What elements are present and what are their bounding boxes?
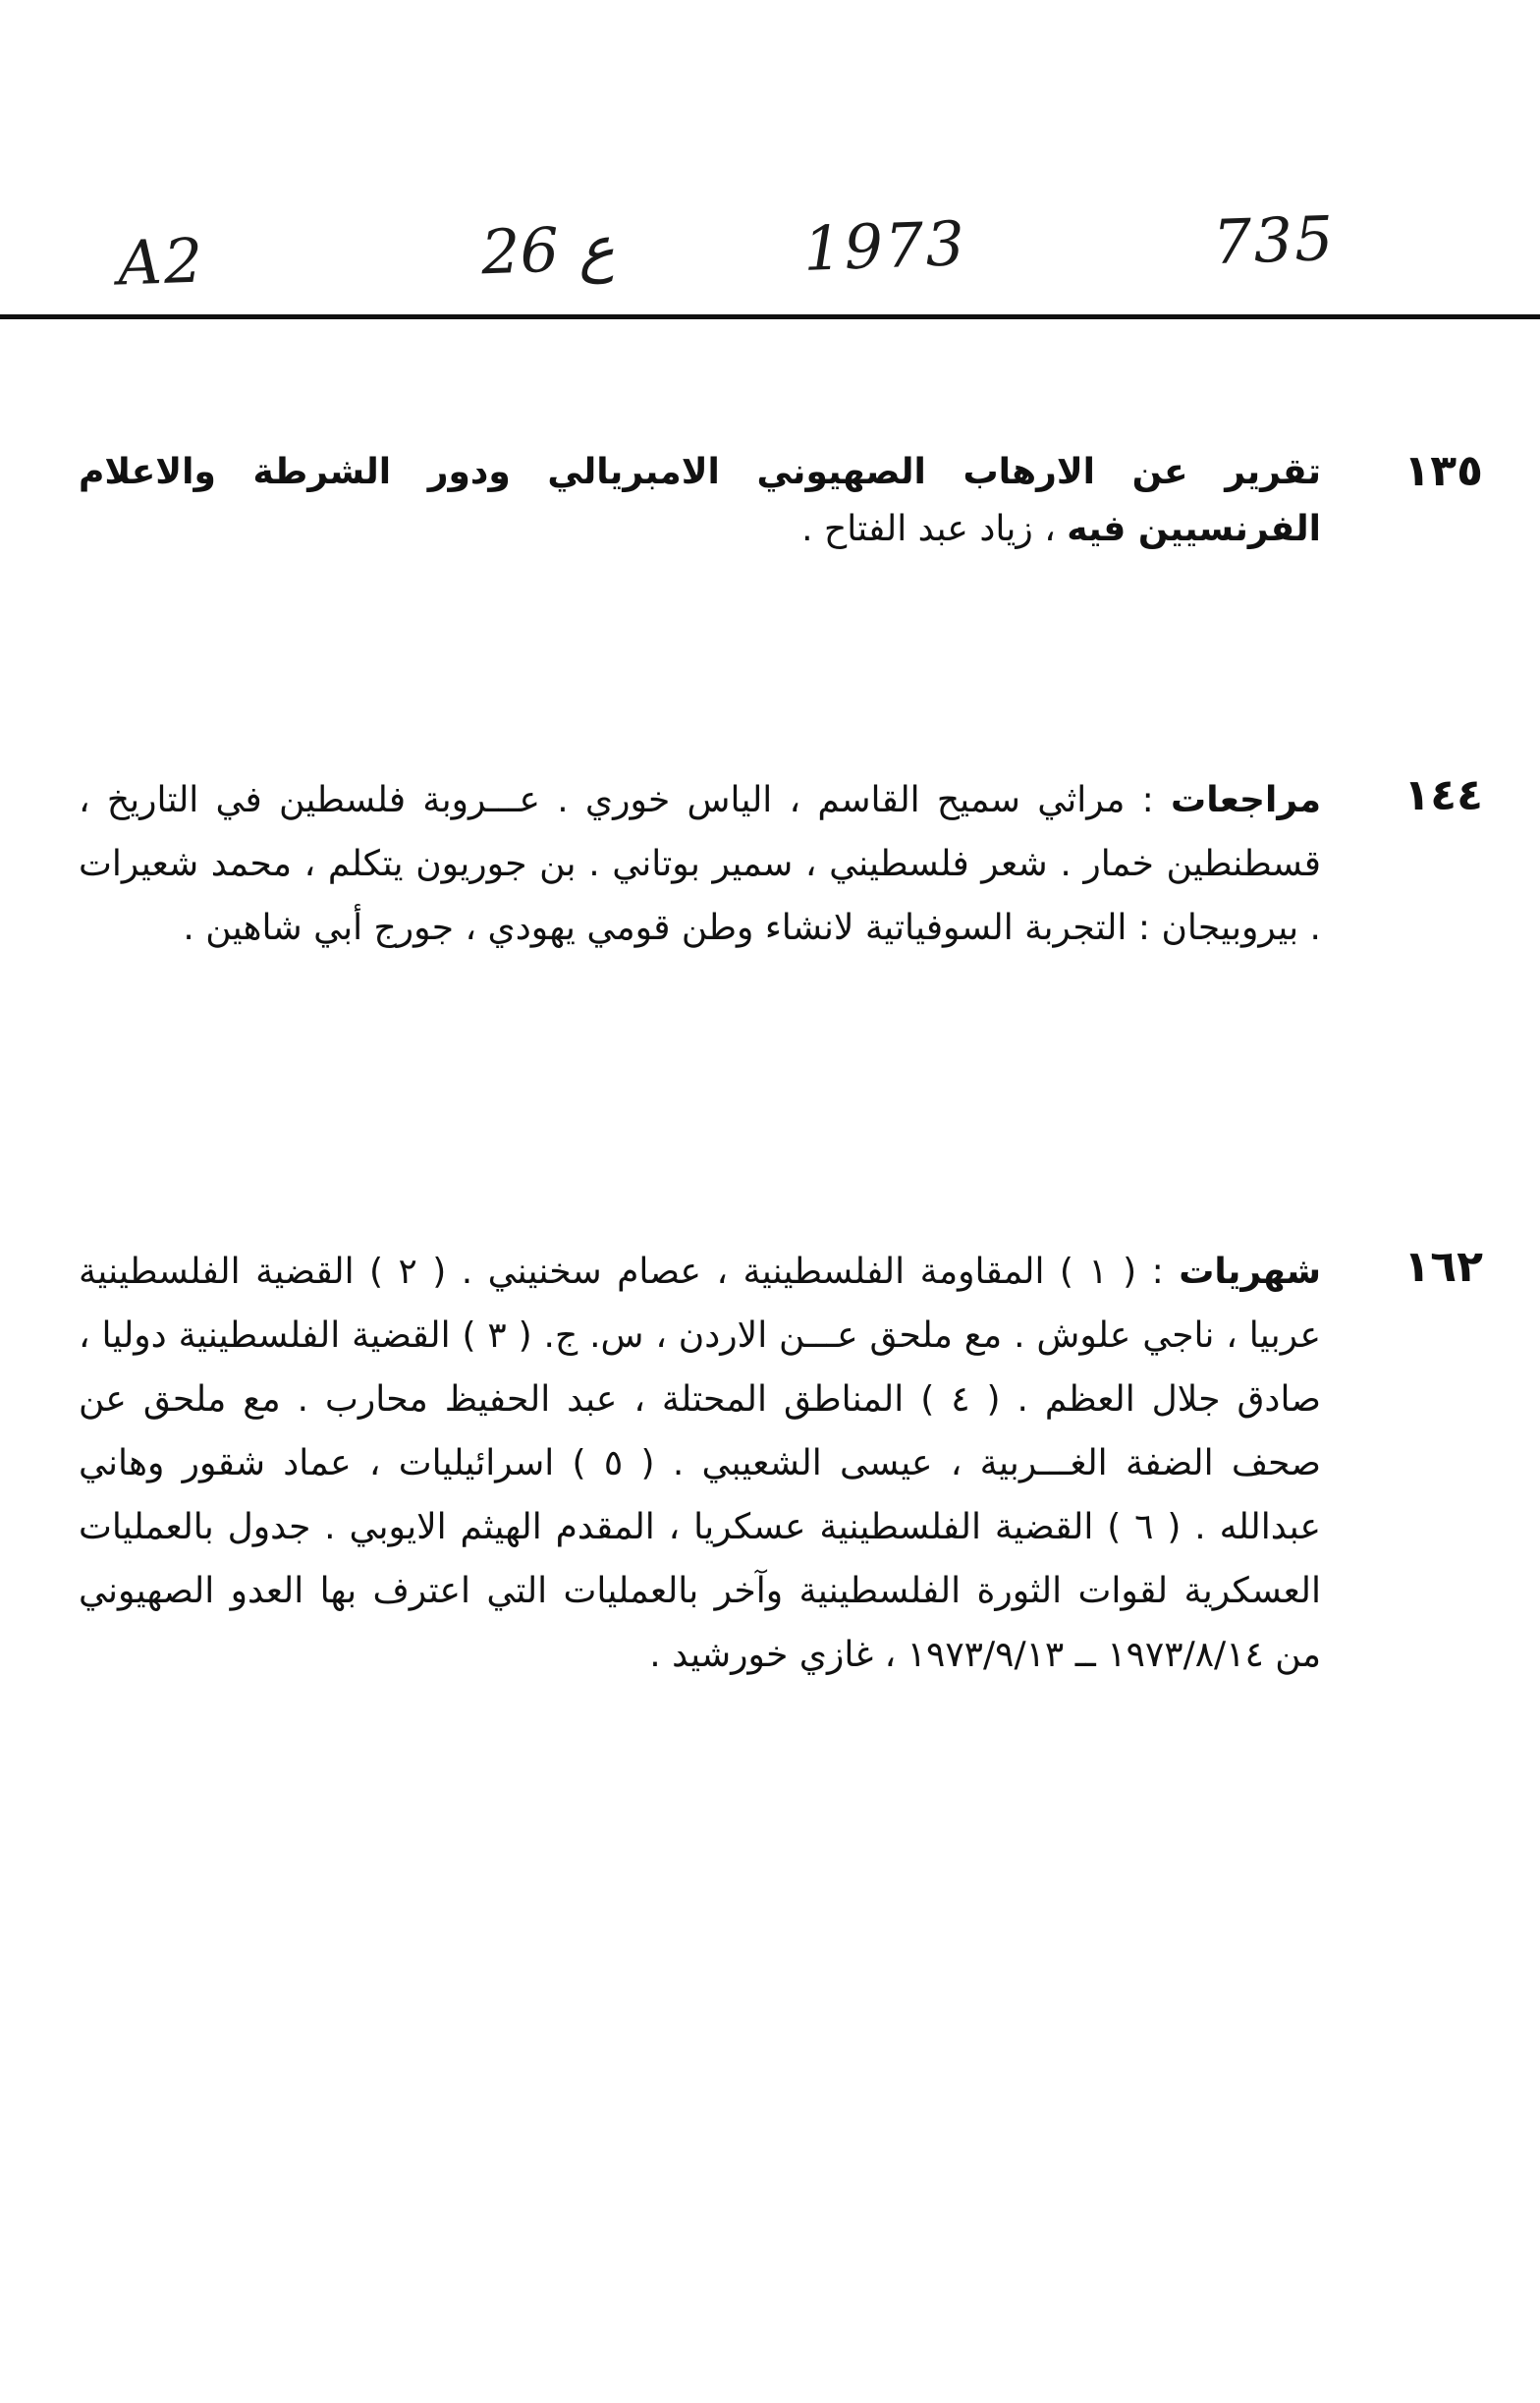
entry-title: شهريات bbox=[1179, 1252, 1321, 1292]
handwritten-issue: 26 ع bbox=[479, 211, 616, 289]
entry-title: تقرير عن الارهاب الصهيوني الامبريالي ودور الشرطة والاعلام الفرنسيين فيه bbox=[79, 452, 1321, 549]
entry-title: مراجعات bbox=[1171, 780, 1321, 820]
entry-text: ، زياد عبد الفتاح . bbox=[801, 509, 1056, 549]
handwritten-header bbox=[0, 196, 1540, 305]
entry-number: ١٦٢ bbox=[1403, 1242, 1483, 1292]
entry-text: : ( ١ ) المقاومة الفلسطينية ، عصام سخنيني . ( ٢ ) القضية الفلسطينية عربيا ، ناجي علوش . مع ملحق عـــن الاردن ، س. ج. ( ٣ ) القضية الفلسطينية دوليا ، صادق جلال العظم . ( ٤ ) المناطق المحتلة ، عبد الحفيظ محارب . مع ملحق عن صحف الضفة الغـــربية ، عيسى الشعيبي . ( ٥ ) اسرائيليات ، عماد شقور وهاني عبدالله . ( ٦ ) القضية الفلسطينية عسكريا ، المقدم الهيثم الايوبي . جدول بالعمليات العسكرية لقوات الثورة الفلسطينية وآخر بالعمليات التي اعترف بها العدو الصهيوني من ١٩٧٣/٨/١٤ ــ ١٩٧٣/٩/١٣ ، غازي خورشيد . bbox=[79, 1252, 1321, 1675]
entry-body bbox=[79, 1240, 1321, 1687]
handwritten-year: 1973 bbox=[801, 207, 968, 285]
entry-body bbox=[79, 444, 1321, 558]
handwritten-number: 735 bbox=[1211, 201, 1337, 279]
entry-body bbox=[79, 768, 1321, 960]
handwritten-code: A2 bbox=[116, 224, 206, 300]
entry-text: : مراثي سميح القاسم ، الياس خوري . عـــروبة فلسطين في التاريخ ، قسطنطين خمار . شعر فلسطيني ، سمير بوتاني . بن جوريون يتكلم ، محمد شعيرات . بيروبيجان : التجربة السوفياتية لانشاء وطن قومي يهودي ، جورج أبي شاهين . bbox=[79, 780, 1321, 948]
entry-number: ١٣٥ bbox=[1403, 446, 1483, 496]
entry-number: ١٤٤ bbox=[1403, 770, 1483, 820]
header-rule bbox=[0, 314, 1540, 319]
